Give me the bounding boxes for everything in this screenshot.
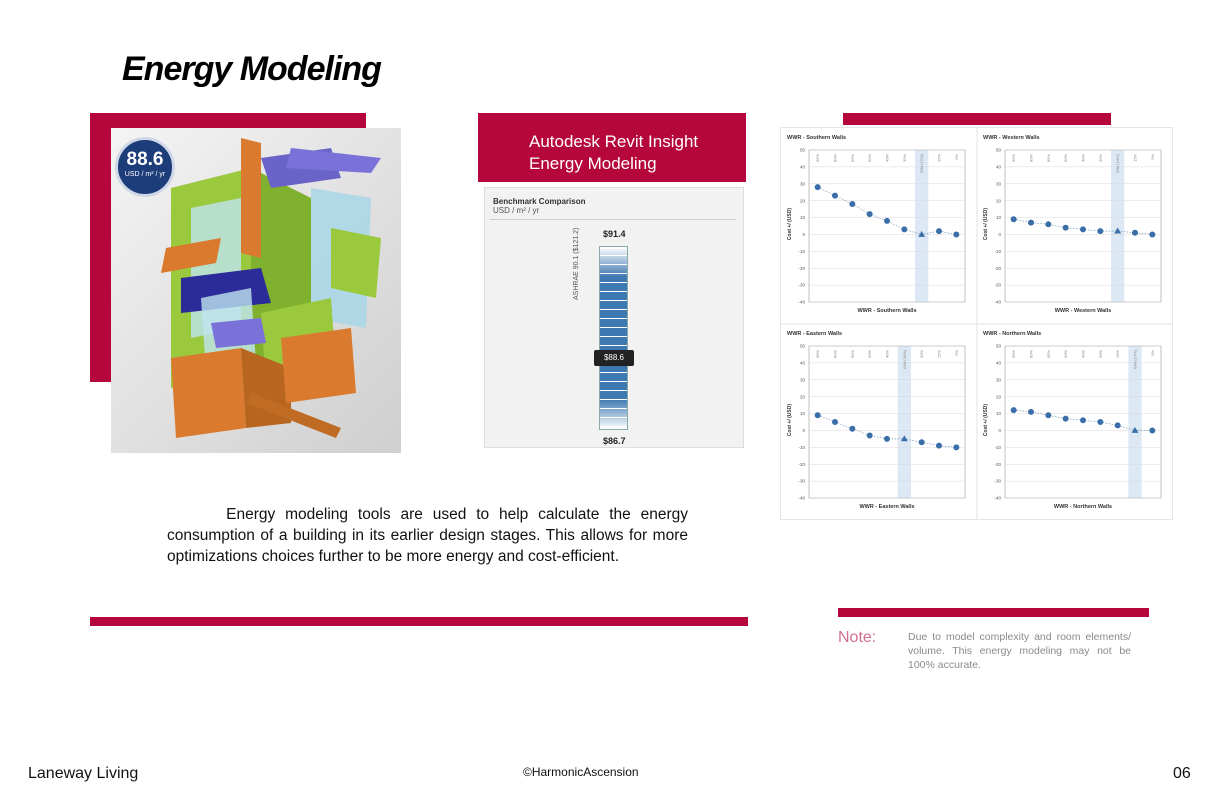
chart-y-tick-label: 0 (802, 428, 805, 434)
chart-point (884, 436, 890, 442)
chart-point (953, 444, 959, 450)
chart-y-axis-label: Cost +/ (USD) (787, 208, 793, 241)
chart-point (1011, 407, 1017, 413)
chart-y-tick-label: 20 (799, 394, 805, 400)
chart-category-label: BIM (24%) (1115, 154, 1121, 173)
chart-category-label: 50% (867, 154, 873, 163)
chart-y-tick-label: 30 (799, 377, 805, 383)
revit-label (529, 131, 698, 175)
chart-category-label: 50% (1063, 350, 1069, 359)
benchmark-divider (490, 219, 736, 220)
chart-y-tick-label: -20 (994, 461, 1001, 467)
chart-y-tick-label: 20 (995, 198, 1001, 204)
chart-point (1063, 416, 1069, 422)
chart-y-axis-label: Cost +/ (USD) (983, 208, 989, 241)
chart-category-label: BIM (22%) (919, 154, 925, 173)
chart-y-tick-label: 0 (802, 232, 805, 238)
chart-y-tick-label: 10 (799, 215, 805, 221)
chart-point (936, 228, 942, 234)
chart-title: WWR - Northern Walls (983, 331, 1042, 337)
energy-cost-badge (115, 137, 175, 197)
description-text: Energy modeling tools are used to help calculate the energy consumption of a building in its earlier design stages. This allows for more optimizations choices further to be more energy and cost-efficient. (167, 506, 688, 565)
chart-y-tick-label: 40 (799, 164, 805, 170)
ashrae-label: ASHRAE 90.1 ($121.2) (573, 227, 580, 300)
chart-category-label: 95% (815, 154, 821, 163)
chart-y-tick-label: -20 (798, 265, 805, 271)
chart-y-tick-label: 30 (995, 181, 1001, 187)
chart-point (1045, 412, 1051, 418)
benchmark-current-marker: $88.6 (594, 350, 634, 366)
chart-point (1045, 221, 1051, 227)
chart-y-tick-label: 50 (799, 343, 805, 349)
chart-y-tick-label: 40 (799, 360, 805, 366)
accent-bar-right (843, 113, 1111, 125)
chart-category-label: 40% (884, 154, 890, 163)
chart-point (1011, 216, 1017, 222)
chart-x-axis-label: WWR - Southern Walls (857, 308, 917, 314)
chart-point (867, 211, 873, 217)
benchmark-unit: USD / m² / yr (493, 206, 540, 215)
chart-category-label: 80% (1028, 154, 1034, 163)
chart-point (1115, 422, 1121, 428)
wwr-charts-panel (780, 127, 1173, 520)
chart-series-line (818, 415, 957, 447)
chart-category-label: 65% (849, 350, 855, 359)
chart-y-tick-label: -10 (798, 444, 805, 450)
chart-series-line (818, 187, 957, 234)
chart-y-tick-label: -30 (798, 478, 805, 484)
benchmark-bottom-value: $86.7 (603, 436, 626, 446)
chart-y-tick-label: -40 (798, 495, 805, 501)
chart-category-label: 65% (1045, 350, 1051, 359)
chart-category-label: 0% (953, 154, 959, 160)
chart-point (919, 439, 925, 445)
chart-y-axis-label: Cost +/ (USD) (983, 404, 989, 437)
chart-point (849, 426, 855, 432)
chart-category-label: 15% (936, 350, 942, 359)
benchmark-title: Benchmark Comparison (493, 197, 586, 206)
page-title: Energy Modeling (122, 50, 381, 88)
badge-value: 88.6 (126, 149, 164, 170)
chart-y-tick-label: 10 (995, 411, 1001, 417)
chart-category-label: 50% (1063, 154, 1069, 163)
footer-project-name: Laneway Living (28, 765, 139, 782)
accent-bar-note (838, 608, 1149, 617)
accent-bar-bottom (90, 617, 748, 626)
chart-point (815, 412, 821, 418)
chart-y-tick-label: 20 (995, 394, 1001, 400)
chart-y-tick-label: 50 (995, 343, 1001, 349)
chart-category-label: 80% (832, 154, 838, 163)
chart-y-tick-label: 40 (995, 360, 1001, 366)
chart-point (867, 433, 873, 439)
benchmark-top-value: $91.4 (603, 229, 626, 239)
chart-point (901, 226, 907, 232)
chart-category-label: 30% (919, 350, 925, 359)
chart-point (1149, 231, 1155, 237)
chart-category-label: 40% (1080, 154, 1086, 163)
chart-point (1028, 409, 1034, 415)
chart-y-tick-label: -40 (994, 299, 1001, 305)
chart-y-tick-label: 30 (799, 181, 805, 187)
chart-point (1080, 226, 1086, 232)
chart-y-tick-label: 50 (799, 147, 805, 153)
chart-category-label: 15% (1115, 350, 1121, 359)
chart-point (1097, 419, 1103, 425)
chart-frame (1005, 150, 1161, 302)
chart-category-label: 95% (1011, 154, 1017, 163)
chart-point (1097, 228, 1103, 234)
chart-y-tick-label: -40 (798, 299, 805, 305)
chart-y-tick-label: 40 (995, 164, 1001, 170)
chart-frame (809, 150, 965, 302)
chart-category-label: BIM (14%) (1132, 350, 1138, 369)
chart-point (884, 218, 890, 224)
chart-point (1080, 417, 1086, 423)
note-text: Due to model complexity and room elements/ volume. This energy modeling may not be 100% accurate. (908, 631, 1131, 671)
chart-point (953, 231, 959, 237)
chart-category-label: 95% (815, 350, 821, 359)
chart-point (1132, 230, 1138, 236)
chart-category-label: 50% (867, 350, 873, 359)
description-paragraph (167, 504, 688, 567)
footer-page-number: 06 (1173, 765, 1191, 782)
chart-y-tick-label: -30 (994, 282, 1001, 288)
chart-y-tick-label: 10 (995, 215, 1001, 221)
chart-category-label: 95% (1011, 350, 1017, 359)
chart-title: WWR - Eastern Walls (787, 331, 843, 337)
chart-point (849, 201, 855, 207)
note-label: Note: (838, 629, 877, 646)
chart-category-label: 65% (849, 154, 855, 163)
chart-category-label: BIM (40%) (901, 350, 907, 369)
chart-y-tick-label: -20 (798, 461, 805, 467)
chart-title: WWR - Southern Walls (787, 135, 847, 141)
chart-category-label: 0% (1149, 350, 1155, 356)
chart-category-label: 15% (936, 154, 942, 163)
meter-fade-top (600, 247, 627, 277)
chart-point (832, 419, 838, 425)
chart-y-tick-label: -10 (798, 248, 805, 254)
chart-x-axis-label: WWR - Northern Walls (1053, 504, 1113, 510)
revit-label-line1: Autodesk Revit Insight (529, 132, 699, 151)
chart-y-tick-label: -10 (994, 248, 1001, 254)
chart-point (1149, 427, 1155, 433)
chart-y-tick-label: 30 (995, 377, 1001, 383)
revit-label-line2: Energy Modeling (529, 154, 657, 173)
chart-category-label: 65% (1045, 154, 1051, 163)
chart-point (936, 443, 942, 449)
chart-y-tick-label: 0 (998, 232, 1001, 238)
chart-category-label: 40% (884, 350, 890, 359)
wwr-charts (781, 128, 1174, 521)
chart-x-axis-label: WWR - Eastern Walls (859, 504, 915, 510)
chart-category-label: 30% (1097, 154, 1103, 163)
chart-y-axis-label: Cost +/ (USD) (787, 404, 793, 437)
chart-y-tick-label: -40 (994, 495, 1001, 501)
chart-title: WWR - Western Walls (983, 135, 1040, 141)
chart-y-tick-label: -10 (994, 444, 1001, 450)
chart-category-label: 15% (1132, 154, 1138, 163)
meter-fade-bottom (600, 399, 627, 429)
chart-y-tick-label: 50 (995, 147, 1001, 153)
chart-category-label: 40% (1080, 350, 1086, 359)
chart-point (1063, 225, 1069, 231)
chart-y-tick-label: 0 (998, 428, 1001, 434)
badge-unit: USD / m² / yr (124, 171, 166, 178)
chart-y-tick-label: -30 (798, 282, 805, 288)
chart-category-label: 0% (953, 350, 959, 356)
chart-category-label: 30% (901, 154, 907, 163)
chart-category-label: 0% (1149, 154, 1155, 160)
chart-category-label: 80% (832, 350, 838, 359)
chart-category-label: 80% (1028, 350, 1034, 359)
chart-y-tick-label: 20 (799, 198, 805, 204)
footer-copyright: ©HarmonicAscension (523, 765, 639, 779)
chart-point (1028, 220, 1034, 226)
chart-y-tick-label: 10 (799, 411, 805, 417)
chart-x-axis-label: WWR - Western Walls (1054, 308, 1112, 314)
chart-category-label: 30% (1097, 350, 1103, 359)
chart-y-tick-label: -30 (994, 478, 1001, 484)
chart-point (815, 184, 821, 190)
chart-y-tick-label: -20 (994, 265, 1001, 271)
chart-point (832, 193, 838, 199)
